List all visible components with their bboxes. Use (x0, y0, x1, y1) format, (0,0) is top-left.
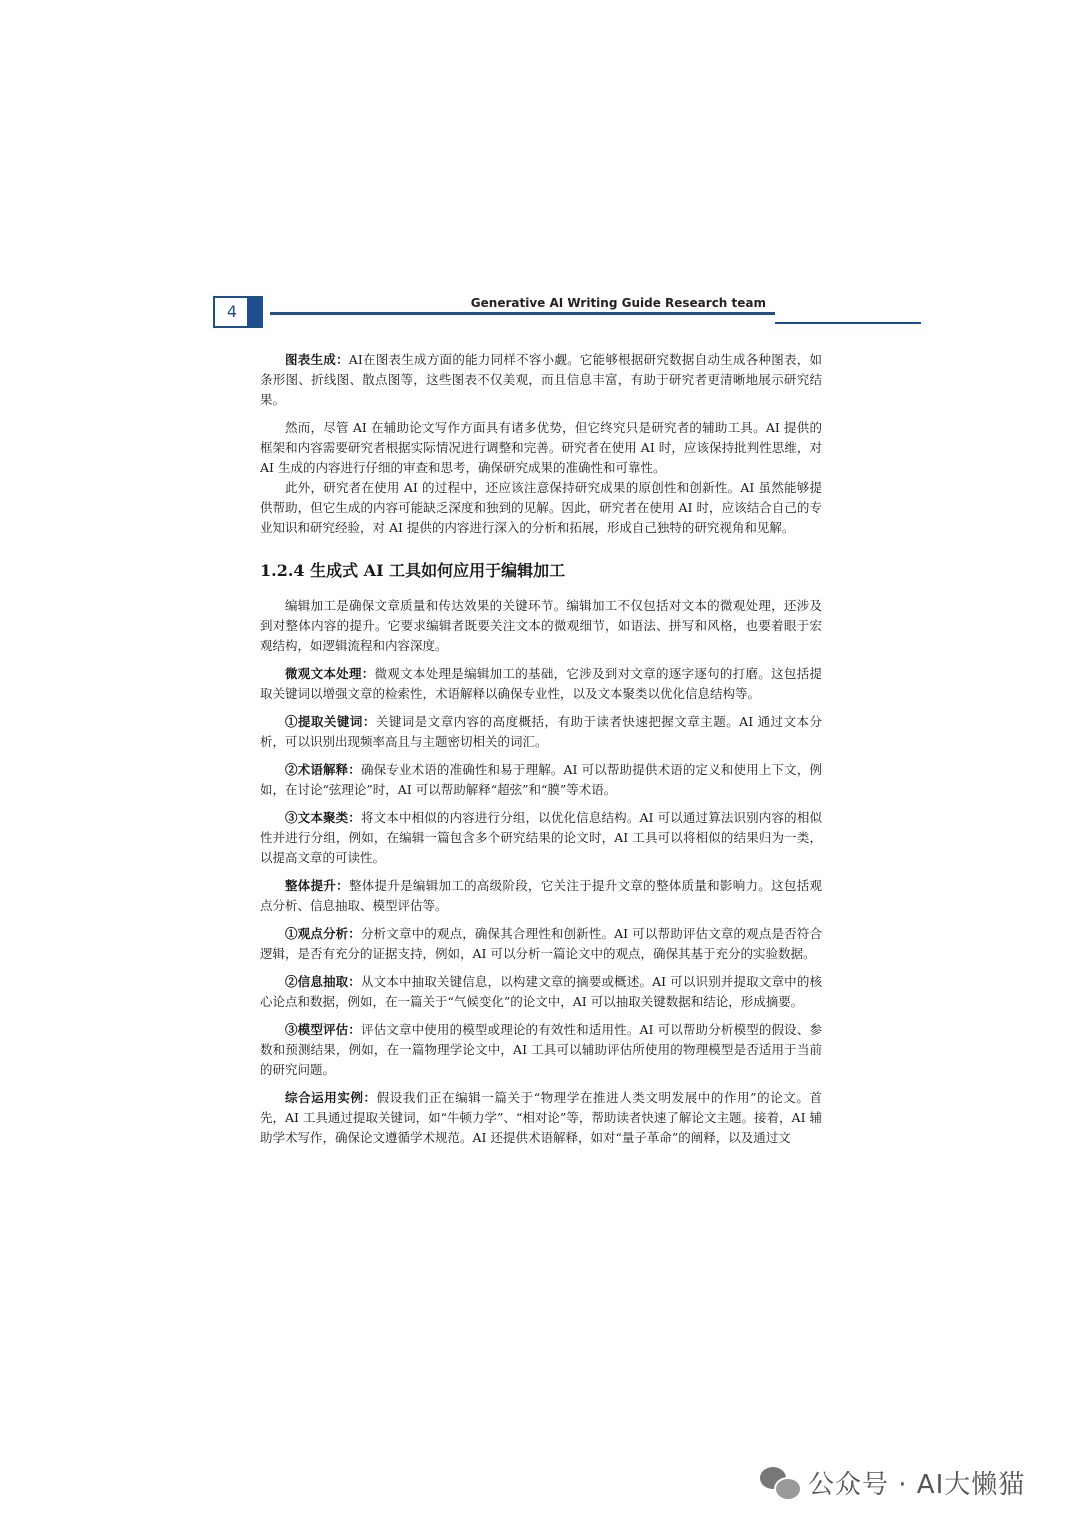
paragraph-label: 图表生成： (285, 352, 349, 367)
paragraph-label: ③模型评估： (285, 1022, 361, 1037)
paragraph-label: ①观点分析： (285, 926, 361, 941)
page-content (260, 350, 822, 1156)
paragraph-text: 此外，研究者在使用 AI 的过程中，还应该注意保持研究成果的原创性和创新性。AI 虽然能够提供帮助，但它生成的内容可能缺乏深度和独到的见解。因此，研究者在使用 AI 时，应该结合自己的专业知识和研究经验，对 AI 提供的内容进行深入的分析和拓展，形成自己独特的研究视角和见解。 (260, 480, 822, 535)
running-head: Generative AI Writing Guide Research team (470, 296, 766, 310)
paragraph-label: ②术语解释： (285, 762, 361, 777)
paragraph-model (260, 1020, 822, 1080)
paragraph-chart-generation (260, 350, 822, 410)
paragraph-text: 关键词是文章内容的高度概括，有助于读者快速把握文章主题。AI 通过文本分析，可以识别出现频率高且与主题密切相关的词汇。 (260, 714, 822, 749)
paragraph-overall (260, 876, 822, 916)
paragraph-clustering (260, 808, 822, 868)
paragraph-text: 分析文章中的观点，确保其合理性和创新性。AI 可以帮助评估文章的观点是否符合逻辑，是否有充分的证据支持，例如，AI 可以分析一篇论文中的观点，确保其基于充分的实验数据。 (260, 926, 822, 961)
section-heading: 1.2.4 生成式 AI 工具如何应用于编辑加工 (260, 561, 566, 580)
header-rule-secondary (775, 322, 921, 324)
paragraph-viewpoint (260, 924, 822, 964)
paragraph-keywords (260, 712, 822, 752)
paragraph (260, 596, 822, 656)
page-number: 4 (226, 302, 238, 321)
wechat-icon (760, 1465, 800, 1499)
paragraph-label: 整体提升： (285, 878, 349, 893)
paragraph-extraction (260, 972, 822, 1012)
paragraph-text: 将文本中相似的内容进行分组，以优化信息结构。AI 可以通过算法识别内容的相似性并进行分组，例如，在编辑一篇包含多个研究结果的论文时，AI 工具可以将相似的结果归为一类，以提高文章的可读性。 (260, 810, 822, 865)
paragraph-label: 综合运用实例： (285, 1090, 377, 1105)
paragraph-terms (260, 760, 822, 800)
page-header (0, 0, 1080, 340)
paragraph-micro-text (260, 664, 822, 704)
paragraph-label: ③文本聚类： (285, 810, 361, 825)
watermark-text: 公众号 · AI大懒猫 (808, 1469, 1026, 1500)
paragraph (260, 478, 822, 538)
paragraph-text: 微观文本处理是编辑加工的基础，它涉及到对文章的逐字逐句的打磨。这包括提取关键词以增强文章的检索性，术语解释以确保专业性，以及文本聚类以优化信息结构等。 (260, 666, 822, 701)
page-number-box (213, 296, 263, 328)
header-rule (270, 312, 775, 315)
watermark (760, 1462, 1025, 1502)
paragraph-text: 评估文章中使用的模型或理论的有效性和适用性。AI 可以帮助分析模型的假设、参数和预测结果，例如，在一篇物理学论文中，AI 工具可以辅助评估所使用的物理模型是否适用于当前的研究问题。 (260, 1022, 822, 1077)
paragraph (260, 418, 822, 478)
paragraph-label: ②信息抽取： (285, 974, 361, 989)
paragraph-label: 微观文本处理： (285, 666, 375, 681)
paragraph-text: 然而，尽管 AI 在辅助论文写作方面具有诸多优势，但它终究只是研究者的辅助工具。AI 提供的框架和内容需要研究者根据实际情况进行调整和完善。研究者在使用 AI 时，应该保持批判性思维，对 AI 生成的内容进行仔细的审查和思考，确保研究成果的准确性和可靠性。 (260, 420, 822, 475)
paragraph-text: 从文本中抽取关键信息，以构建文章的摘要或概述。AI 可以识别并提取文章中的核心论点和数据，例如，在一篇关于“气候变化”的论文中，AI 可以抽取关键数据和结论，形成摘要。 (260, 974, 822, 1009)
paragraph-text: 确保专业术语的准确性和易于理解。AI 可以帮助提供术语的定义和使用上下文，例如，在讨论“弦理论”时，AI 可以帮助解释“超弦”和“膜”等术语。 (260, 762, 822, 797)
paragraph-label: ①提取关键词： (285, 714, 376, 729)
paragraph-text: 整体提升是编辑加工的高级阶段，它关注于提升文章的整体质量和影响力。这包括观点分析、信息抽取、模型评估等。 (260, 878, 822, 913)
page-number-bar (247, 298, 261, 326)
paragraph-text: 假设我们正在编辑一篇关于“物理学在推进人类文明发展中的作用”的论文。首先，AI 工具通过提取关键词，如“牛顿力学”、“相对论”等，帮助读者快速了解论文主题。接着，AI 辅助学术写作，确保论文遵循学术规范。AI 还提供术语解释，如对“量子革命”的阐释，以及通过文 (260, 1090, 822, 1145)
paragraph-text: AI在图表生成方面的能力同样不容小觑。它能够根据研究数据自动生成各种图表，如条形图、折线图、散点图等，这些图表不仅美观，而且信息丰富，有助于研究者更清晰地展示研究结果。 (260, 352, 822, 407)
paragraph-text: 编辑加工是确保文章质量和传达效果的关键环节。编辑加工不仅包括对文本的微观处理，还涉及到对整体内容的提升。它要求编辑者既要关注文本的微观细节，如语法、拼写和风格，也要着眼于宏观结构，如逻辑流程和内容深度。 (260, 598, 822, 653)
paragraph-example (260, 1088, 822, 1148)
